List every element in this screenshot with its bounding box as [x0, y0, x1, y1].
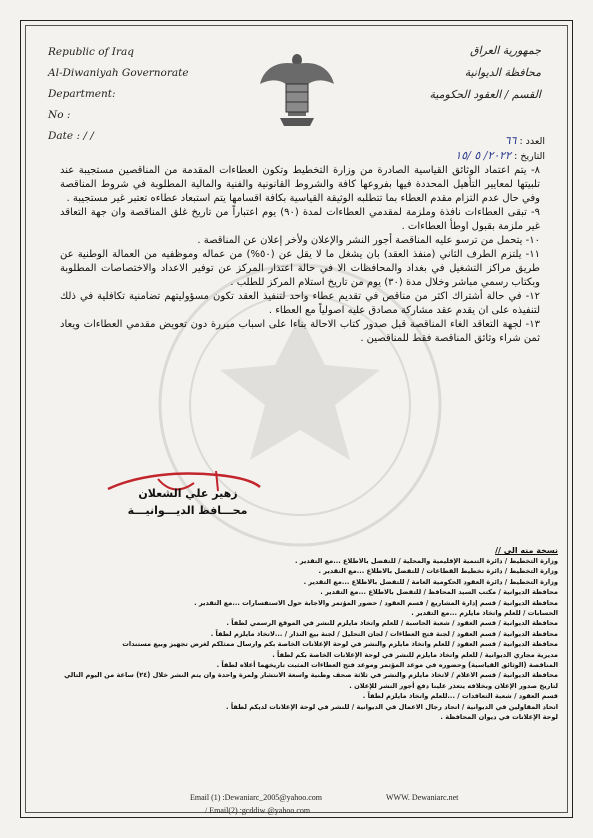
- copy-to-list: [48, 556, 558, 723]
- date-label: التاريخ :: [514, 151, 545, 162]
- number-label: العدد :: [519, 136, 545, 147]
- department-en: Department:: [48, 88, 116, 100]
- list-item: لوحة الإعلانات في ديوان المحافظة .: [440, 713, 558, 722]
- list-item: مديرية مجاري الديوانية / للعلم واتخاذ مايلزم للنشر في لوحة الإعلانات الخاصة بكم لطفاً .: [272, 650, 558, 659]
- list-item: محافظة الديوانية / مكتب السيد المحافظ / للتفضل بالاطلاع ...مع التقدير .: [320, 588, 558, 597]
- reference-block: [455, 134, 545, 164]
- number-en: No :: [48, 109, 71, 121]
- copy-to-section: [48, 545, 558, 723]
- header-left: [48, 42, 189, 147]
- clause-13: ١٣- لجهة التعاقد الغاء المناقصة قبل صدور كتاب الاحالة بناءا على اسباب مبررة دون تعويض مقدمي العطاءات ويعاد ثمن شراء وثائق المناقصة فقط للمناقصين .: [60, 319, 540, 344]
- list-item: الحسابات / للعلم واتخاذ مايلزم ...مع التقدير .: [411, 609, 558, 618]
- list-item: المناقصة (الوثائق القياسية) وحضوره في موعد المؤتمر وموعد فتح العطاءات المثبت تاريخهما أعلاه لطفاً .: [216, 661, 558, 670]
- list-item: وزارة التخطيط / دائرة التنمية الإقليمية والمحلية / للتفضل بالاطلاع ...مع التقدير .: [294, 557, 558, 565]
- governorate-ar: محافظة الديوانية: [464, 66, 541, 79]
- list-item: محافظة الديوانية / قسم العقود / لجنة فتح العطاءات / لجان التحليل / لجنة بيع النذار / ...لاتخاذ مايلزم لطفاً .: [210, 629, 558, 638]
- clause-9: ٩- تبقى العطاءات نافذة وملزمة لمقدمي العطاءات لمدة (٩٠) يوم اعتباراً من تاريخ غلق المناقصة وان جهة التعاقد غير ملزمة بقبول اوطأ العطاءات .: [60, 207, 540, 232]
- clause-12: ١٢- في حالة أشتراك اكثر من مناقص في تقديم عطاء واحد لتنفيذ العقد تكون مسؤوليتهم تضامنية تكافلية في ذلك لتنفيذه على ان يقدم عقد مشاركة مصادق عليه اصولياً مع العطاء .: [60, 291, 540, 316]
- list-item: محافظة الديوانية / قسم إدارة المشاريع / قسم العقود / حضور المؤتمر والاجابة حول الاستفسارات ...مع التقدير .: [194, 598, 558, 607]
- clause-11: ١١- يلتزم الطرف الثاني (منفذ العقد) بان يشغل ما لا يقل عن (٥٠%) من عماله وموظفيه من العمالة الوطنية عن طريق مراكز التشغيل في بغداد والمحافظات الا في حالة اعتذار المركز عن توفير الاعداد والاختصاصات المطلوبة وبكتاب رسمي مباشر وخلال مدة (٣٠) يوم من تاريخ استلام المركز للطلب .: [60, 249, 540, 288]
- list-item: محافظة الديوانية / قسم العقود / للعلم واتخاذ مايلزم والنشر في لوحة الإعلانات الخاصة بكم وارسال ممثلكم لغرض تجهيز وبيع مستندات: [122, 640, 558, 649]
- governorate-en: Al-Diwaniyah Governorate: [48, 67, 189, 79]
- country-ar: جمهورية العراق: [469, 44, 541, 57]
- list-item: محافظة الديوانية / قسم الاعلام / لاتخاذ مايلزم والنشر في ثلاثة صحف وطنية واسعة الانتشار ولمرة واحدة وان يتم النشر خلال (٢٤) ساعة من اليوم التالي لتاريخ صدور الإعلان وبخلافه يتعذر علينا دفع أجور النشر للإعلان .: [64, 671, 558, 690]
- date-value: ٢٠٢٢/ ٥ /١٥: [455, 149, 512, 162]
- list-item: قسم العقود / شعبة التعاقدات / ...للعلم واتخاذ مايلزم لطفاً .: [362, 692, 558, 701]
- footer-email-1: Email (1) :Dewaniarc_2005@yahoo.com: [190, 793, 322, 802]
- list-item: محافظة الديوانية / قسم العقود / شعبة الحاسبة / للعلم واتخاذ مايلزم للنشر في الموقع الرسمي لطفاً .: [226, 619, 558, 628]
- list-item: وزارة التخطيط / دائرة تخطيط القطاعات / للتفضل بالاطلاع ...مع التقدير .: [318, 567, 558, 576]
- clause-8: ٨- يتم اعتماد الوثائق القياسية الصادرة من وزارة التخطيط وتكون العطاءات المقدمة من المناقصين مستجيبة عند تلبيتها لمعايير التأهيل المحددة فيها بفروعها كافة والشروط القانونية والفنية والمالية المطلوبة في شروط المناقصة وفي حال عدم التزام مقدم العطاء بما تتطلبه الوثيقة القياسية بكافة اقسامها يتم استبعاد عطاءه تعتبر غير مستجيبة .: [60, 165, 540, 204]
- signatory-title: محـــافظ الديـــوانيـــة: [127, 504, 248, 517]
- letter-body: [60, 164, 540, 346]
- list-item: اتحاد المقاولين في الديوانية / اتحاد رجال الاعمال في الديوانية / للنشر في لوحة الإعلانات لديكم لطفاً .: [226, 702, 558, 711]
- eagle-emblem-icon: [258, 50, 336, 130]
- header-right: [429, 40, 541, 106]
- number-value: ٦٦: [504, 134, 517, 147]
- date-en: Date : / /: [48, 130, 94, 142]
- signatory-name: زهير علي الشعلان: [138, 487, 238, 500]
- list-item: وزارة التخطيط / دائرة العقود الحكومية العامة / للتفضل بالاطلاع ...مع التقدير .: [303, 577, 558, 586]
- country-en: Republic of Iraq: [48, 46, 134, 58]
- footer-email-2: / Email(2) :gcddiw @yahoo.com: [205, 806, 311, 815]
- clause-10: ١٠- يتحمل من ترسو عليه المناقصة أجور النشر والإعلان ولأخر إعلان عن المناقصة .: [197, 235, 540, 246]
- department-ar: القسم / العقود الحكومية: [429, 88, 541, 101]
- copy-to-title: نسخة منه الى //: [495, 546, 558, 555]
- footer-website: WWW. Dewaniarc.net: [386, 793, 459, 802]
